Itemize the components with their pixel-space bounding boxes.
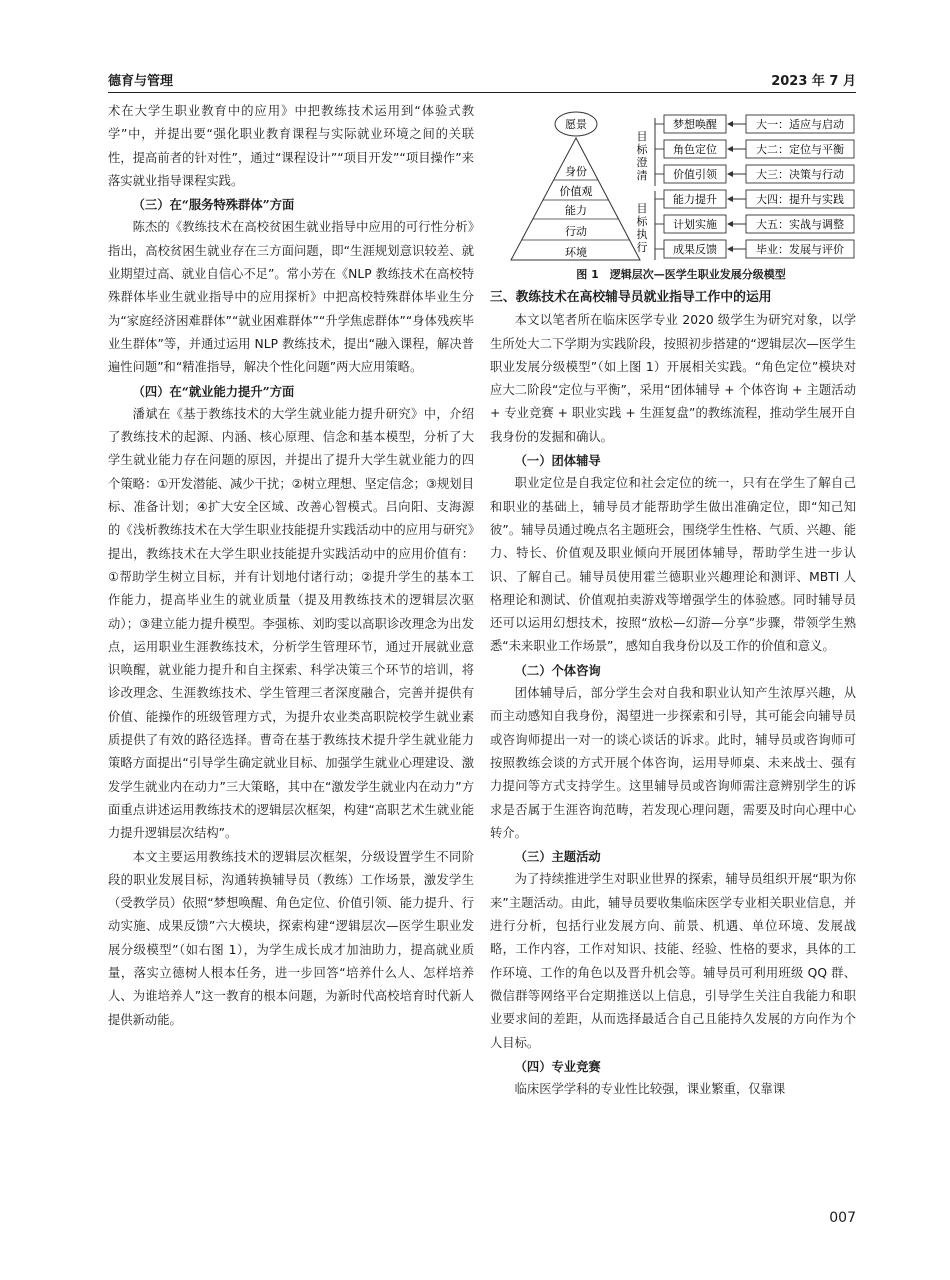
- section-heading-main: 三、教练技术在高校辅导员就业指导工作中的运用: [490, 290, 772, 305]
- stage-label: 大三：决策与行动: [756, 168, 844, 181]
- page-number: 007: [829, 1210, 856, 1226]
- pyramid-shape: [511, 138, 640, 260]
- section-heading-theme-activity: （三）主题活动: [514, 849, 601, 865]
- pyramid-level: 行动: [565, 225, 587, 238]
- section-heading-individual-counseling: （二）个体咨询: [514, 662, 601, 678]
- section-heading-special-groups: （三）在“服务特殊群体”方面: [132, 197, 295, 213]
- arrowhead-icon: [727, 246, 733, 252]
- pyramid-level: 价值观: [559, 185, 593, 198]
- logic-level-diagram: [506, 108, 856, 266]
- module-label: 计划实施: [673, 218, 717, 231]
- arrowhead-icon: [727, 121, 733, 127]
- pyramid-level: 身份: [565, 165, 587, 178]
- pyramid-level: 环境: [565, 246, 587, 259]
- figure-1: [506, 108, 856, 284]
- paragraph-special-groups: 陈杰的《教练技术在高校贫困生就业指导中应用的可行性分析》指出，高校贫困生就业存在三方面问题，即“生涯规划意识较差、就业期望过高、就业自信心不足”。常小芳在《NLP 教练技术在高校特殊群体毕业生就业指导中的应用探析》中把高校特殊群体毕业生分为“家庭经济困难群体”“就业困难群体”“升学焦虑群体”“身体残疾毕业生群体”等，并通过运用 NLP 教练技术，提出“融入课程，解决普遍性问题”和“精准指导，解决个性化问题”两大应用策略。: [108, 220, 474, 375]
- left-column: [108, 100, 474, 1032]
- paragraph-employability: 潘斌在《基于教练技术的大学生就业能力提升研究》中，介绍了教练技术的起源、内涵、核心原理、信念和基本模型，分析了大学生就业能力存在问题的原因，并提出了提升大学生就业能力的四个策略：①开发潜能、减少干扰；②树立理想、坚定信念；③规划目标、准备计划；④扩大安全区域、改善心智模式。吕向阳、支海源的《浅析教练技术在大学生职业技能提升实践活动中的应用与研究》提出，教练技术在大学生职业技能提升实践活动中的应用价值有：①帮助学生树立目标，并有计划地付诸行动；②提升学生的基本工作能力，提高毕业生的就业质量（提及用教练技术的逻辑层次驱动）；③建立能力提升模型。李强栋、刘昀雯以高职诊改理念为出发点，运用职业生涯教练技术，分析学生管理环节，通过开展就业意识唤醒，就业能力提升和自主探索、科学决策三个环节的培训，将诊改理念、生涯教练技术、学生管理三者深度融合，完善并提供有价值、能操作的班级管理方式，为提升农业类高职院校学生就业素质提供了有效的路径选择。曹奇在基于教练技术提升学生就业能力策略方面提出“引导学生确定就业目标、加强学生就业心理建设、激发学生就业内在动力”三大策略，其中在“激发学生就业内在动力”方面重点讲述运用教练技术的逻辑层次框架，构建“高职艺术生就业能力提升逻辑层次结构”。: [108, 406, 474, 841]
- arrowhead-icon: [727, 146, 733, 152]
- right-column: [490, 286, 856, 1101]
- arrowhead-icon: [727, 221, 733, 227]
- stage-label: 毕业：发展与评价: [756, 243, 844, 256]
- paragraph-practice: 本文以笔者所在临床医学专业 2020 级学生为研究对象，以学生所处大二下学期为实践阶段，按照初步搭建的“逻辑层次—医学生职业发展分级模型”（如上图 1）开展相关实践。“角色定位”模块对应大二阶段“定位与平衡”，采用“团体辅导 + 个体咨询 + 主题活动 + 专业竞赛 + 职业实践 + 生涯复盘”的教练流程，推动学生展开自我身份的发掘和确认。: [490, 313, 856, 444]
- section-heading-group-counseling: （一）团体辅导: [514, 453, 601, 469]
- paragraph-individual-counseling: 团体辅导后，部分学生会对自我和职业认知产生浓厚兴趣，从而主动感知自我身份，渴望进一步探索和引导，其可能会向辅导员或咨询师提出一对一的谈心谈话的诉求。此时，辅导员或咨询师可按照教练会谈的方式开展个体咨询，运用导师桌、未来战士、强有力提问等方式支持学生。这里辅导员或咨询师需注意辨别学生的诉求是否属于生涯咨询范畴，若发现心理问题，需要及时向心理中心转介。: [490, 686, 856, 840]
- page-header: [108, 70, 856, 93]
- stage-label: 大二：定位与平衡: [756, 143, 844, 156]
- journal-name: 德育与管理: [108, 74, 174, 89]
- paragraph-theme-activity: 为了持续推进学生对职业世界的探索，辅导员组织开展“职为你来”主题活动。由此，辅导员要收集临床医学专业相关职业信息，并进行分析，包括行业发展方向、前景、机遇、单位环境、发展战略，工作内容，工作对知识、技能、经验、性格的要求，具体的工作环境、工作的角色以及晋升机会等。辅导员可利用班级 QQ 群、微信群等网络平台定期推送以上信息，引导学生关注自我能力和职业要求间的差距，从而选择最适合自己且能持久发展的方向作为个人目标。: [490, 872, 856, 1050]
- module-label: 能力提升: [673, 193, 717, 206]
- pyramid-level: 能力: [565, 204, 587, 217]
- stage-label: 大一：适应与启动: [756, 118, 844, 131]
- stage-label: 大四：提升与实践: [756, 193, 844, 206]
- group-label-goal-execute: 目标执行: [636, 202, 648, 254]
- module-label: 价值引领: [673, 168, 717, 181]
- module-label: 角色定位: [673, 143, 717, 156]
- paragraph-intro: 术在大学生职业教育中的应用》中把教练技术运用到“体验式教学”中，并提出要“强化职业教育课程与实际就业环境之间的关联性，提高前者的针对性”，通过“课程设计”“项目开发”“项目操作”来落实就业指导课程实践。: [108, 104, 474, 188]
- arrowhead-icon: [727, 171, 733, 177]
- group-label-goal-clarify: 目标澄清: [636, 130, 648, 182]
- paragraph-group-counseling: 职业定位是自我定位和社会定位的统一，只有在学生了解自己和职业的基础上，辅导员才能帮助学生做出准确定位，即“知己知彼”。辅导员通过晚点名主题班会，围绕学生性格、气质、兴趣、能力、特长、价值观及职业倾向开展团体辅导，帮助学生进一步认识、了解自己。辅导员使用霍兰德职业兴趣理论和测评、MBTI 人格理论和测试、价值观拍卖游戏等增强学生的体验感。同时辅导员还可以运用幻想技术，按照“放松—幻游—分享”步骤，带领学生熟悉“未来职业工作场景”，感知自我身份以及工作的价值和意义。: [490, 476, 856, 654]
- module-label: 梦想唤醒: [673, 118, 717, 131]
- paragraph-method: 本文主要运用教练技术的逻辑层次框架，分级设置学生不同阶段的职业发展目标，沟通转换辅导员（教练）工作场景，激发学生（受教学员）依照“梦想唤醒、角色定位、价值引领、能力提升、行动实施、成果反馈”六大模块，探索构建“逻辑层次—医学生职业发展分级模型”（如右图 1），为学生成长成才加油助力，提高就业质量，落实立德树人根本任务，进一步回答“培养什么人、怎样培养人、为谁培养人”这一教育的根本问题，为新时代高校培育时代新人提供新动能。: [108, 849, 474, 1027]
- paragraph-competition: 临床医学学科的专业性比较强，课业繁重，仅靠课: [514, 1082, 786, 1097]
- module-label: 成果反馈: [673, 243, 717, 256]
- figure-caption: 图 1 逻辑层次—医学生职业发展分级模型: [576, 268, 786, 281]
- stage-label: 大五：实战与调整: [756, 218, 844, 231]
- arrowhead-icon: [727, 196, 733, 202]
- issue-date: 2023 年 7 月: [771, 74, 856, 89]
- section-heading-competition: （四）专业竞赛: [514, 1058, 601, 1074]
- pyramid-top-label: 愿景: [565, 118, 587, 131]
- section-heading-employability: （四）在“就业能力提升”方面: [132, 383, 295, 399]
